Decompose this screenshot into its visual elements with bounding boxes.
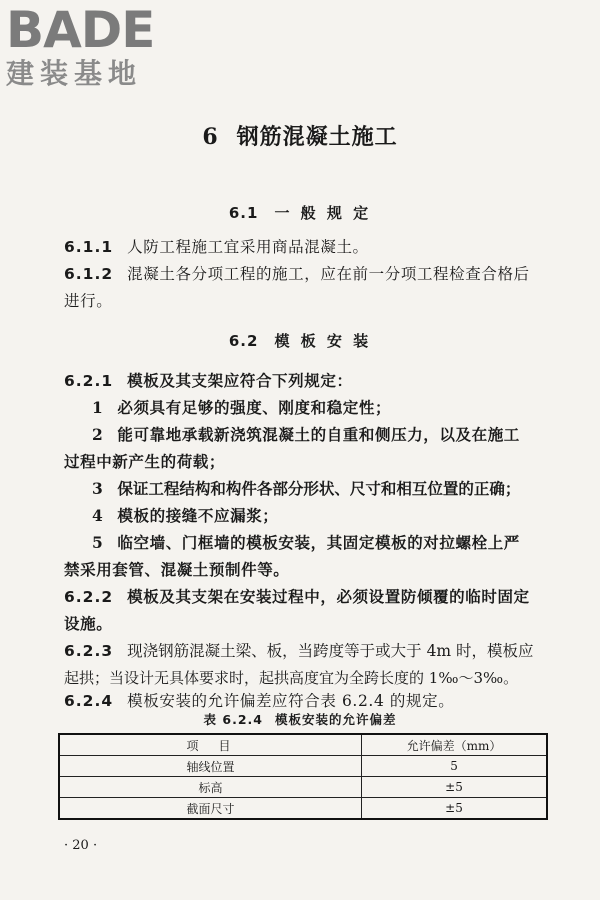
clause-6-2-2-cont: 设施。 xyxy=(64,614,113,633)
section-title-text: 模 板 安 装 xyxy=(274,332,372,350)
clause-6-2-2 xyxy=(64,586,544,608)
table-caption-title: 模板安装的允许偏差 xyxy=(274,712,397,727)
list-item-2 xyxy=(92,424,544,446)
clause-6-2-1 xyxy=(64,370,544,392)
clause-text: 模板及其支架应符合下列规定： xyxy=(127,371,353,390)
item-number: 5 xyxy=(92,533,104,552)
logo-latin-text: BADE xyxy=(6,1,155,59)
section-number: 6.1 xyxy=(228,204,259,222)
table-row xyxy=(59,798,547,820)
item-number: 1 xyxy=(92,398,104,417)
clause-number: 6.1.2 xyxy=(64,265,114,283)
list-item-1 xyxy=(92,397,544,419)
bade-logo xyxy=(6,1,176,90)
tolerance-table xyxy=(58,733,548,820)
list-item-3 xyxy=(92,478,544,500)
table-header-cell: 允许偏差（mm） xyxy=(362,734,547,756)
item-number: 3 xyxy=(92,479,104,498)
table-cell-value: 5 xyxy=(362,756,547,777)
clause-text: 模板安装的允许偏差应符合表 6.2.4 的规定。 xyxy=(127,692,455,710)
item-text: 必须具有足够的强度、刚度和稳定性； xyxy=(117,398,392,417)
table-caption xyxy=(0,710,600,728)
table-cell-item: 标高 xyxy=(59,777,362,798)
clause-number: 6.1.1 xyxy=(64,238,114,256)
table-caption-number: 表 6.2.4 xyxy=(203,712,263,727)
section-number: 6.2 xyxy=(228,332,259,350)
section-title-6-1 xyxy=(0,202,600,223)
list-item-5 xyxy=(92,532,544,554)
clause-text: 模板及其支架在安装过程中，必须设置防倾覆的临时固定 xyxy=(127,587,530,606)
section-title-text: 一 般 规 定 xyxy=(274,204,372,222)
table-header-row xyxy=(59,734,547,756)
item-text: 临空墙、门框墙的模板安装，其固定模板的对拉螺栓上严 xyxy=(117,533,520,552)
section-title-6-2 xyxy=(0,330,600,351)
clause-number: 6.2.4 xyxy=(64,692,114,710)
item-text: 模板的接缝不应漏浆； xyxy=(117,506,279,525)
table-row xyxy=(59,777,547,798)
clause-text: 混凝土各分项工程的施工，应在前一分项工程检查合格后 xyxy=(127,265,530,283)
table-cell-item: 截面尺寸 xyxy=(59,798,362,820)
item-text: 能可靠地承载新浇筑混凝土的自重和侧压力，以及在施工 xyxy=(117,425,520,444)
table-header-cell: 项 目 xyxy=(59,734,362,756)
clause-6-2-3-cont: 起拱；当设计无具体要求时，起拱高度宜为全跨长度的 1‰～3‰。 xyxy=(64,669,519,687)
clause-text: 人防工程施工宜采用商品混凝土。 xyxy=(127,238,369,256)
table-cell-item: 轴线位置 xyxy=(59,756,362,777)
list-item-5-cont: 禁采用套管、混凝土预制件等。 xyxy=(64,560,290,579)
clause-number: 6.2.2 xyxy=(64,588,114,606)
clause-6-2-3 xyxy=(64,640,544,662)
table-row xyxy=(59,756,547,777)
clause-6-1-1 xyxy=(64,236,544,258)
table-cell-value: ±5 xyxy=(362,798,547,820)
table-cell-value: ±5 xyxy=(362,777,547,798)
clause-text: 现浇钢筋混凝土梁、板，当跨度等于或大于 4m 时，模板应 xyxy=(127,642,534,660)
chapter-number: 6 xyxy=(202,124,219,150)
list-item-2-cont: 过程中新产生的荷载； xyxy=(64,452,226,471)
clause-number: 6.2.1 xyxy=(64,372,114,390)
logo-chinese-text: 建装基地 xyxy=(6,57,143,90)
chapter-title xyxy=(0,120,600,151)
clause-6-1-2-cont: 进行。 xyxy=(64,292,113,310)
list-item-4 xyxy=(92,505,544,527)
clause-6-1-2 xyxy=(64,263,544,285)
item-number: 2 xyxy=(92,425,104,444)
clause-number: 6.2.3 xyxy=(64,642,114,660)
item-number: 4 xyxy=(92,506,104,525)
chapter-title-text: 钢筋混凝土施工 xyxy=(236,124,398,150)
clause-6-2-4 xyxy=(64,690,544,712)
page-number: · 20 · xyxy=(64,838,98,853)
item-text: 保证工程结构和构件各部分形状、尺寸和相互位置的正确； xyxy=(117,479,521,498)
